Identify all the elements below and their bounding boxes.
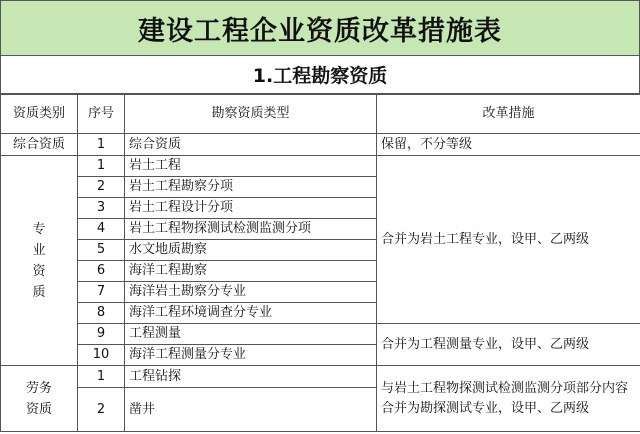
type-cell: 海洋工程环境调查分专业: [125, 303, 377, 324]
type-cell: 凿井: [125, 388, 377, 432]
row-number: 7: [78, 282, 125, 303]
type-cell: 水文地质勘察: [125, 240, 377, 261]
category-char: 专: [32, 221, 46, 237]
category-cell: [1, 156, 78, 366]
table-row: [1, 324, 640, 345]
category-char: 资: [32, 263, 46, 279]
row-number: 10: [78, 345, 125, 366]
type-cell: 综合资质: [125, 134, 377, 156]
qualification-table: [0, 94, 640, 432]
table-row: [1, 366, 640, 388]
header-row: [1, 95, 640, 134]
header-reform: 改革措施: [377, 95, 640, 134]
type-cell: 岩土工程勘察分项: [125, 177, 377, 198]
row-number: 6: [78, 261, 125, 282]
type-cell: 海洋工程勘察: [125, 261, 377, 282]
row-number: 5: [78, 240, 125, 261]
reform-cell: 保留，不分等级: [377, 134, 640, 156]
row-number: 1: [78, 134, 125, 156]
type-cell: 工程测量: [125, 324, 377, 345]
row-number: 1: [78, 156, 125, 177]
type-cell: 海洋岩土勘察分专业: [125, 282, 377, 303]
type-cell: 岩土工程: [125, 156, 377, 177]
row-number: 1: [78, 366, 125, 388]
category-char: 质: [32, 284, 46, 300]
section-title: 1.工程勘察资质: [0, 56, 640, 94]
row-number: 9: [78, 324, 125, 345]
row-number: 2: [78, 388, 125, 432]
header-number: 序号: [78, 95, 125, 134]
reform-cell: 合并为工程测量专业，设甲、乙两级: [377, 324, 640, 366]
table-row: [1, 134, 640, 156]
type-cell: 岩土工程物探测试检测监测分项: [125, 219, 377, 240]
header-type: 勘察资质类型: [125, 95, 377, 134]
type-cell: 海洋工程测量分专业: [125, 345, 377, 366]
table-row: [1, 156, 640, 177]
reform-cell: 合并为岩土工程专业，设甲、乙两级: [377, 156, 640, 324]
page-title: 建设工程企业资质改革措施表: [0, 0, 640, 56]
category-cell: 综合资质: [1, 134, 78, 156]
type-cell: 岩土工程设计分项: [125, 198, 377, 219]
category-char: 劳务: [25, 380, 52, 396]
type-cell: 工程钻探: [125, 366, 377, 388]
row-number: 2: [78, 177, 125, 198]
row-number: 8: [78, 303, 125, 324]
header-category: 资质类别: [1, 95, 78, 134]
category-char: 业: [32, 242, 46, 258]
row-number: 4: [78, 219, 125, 240]
category-char: 资质: [25, 401, 52, 417]
row-number: 3: [78, 198, 125, 219]
category-cell: [1, 366, 78, 432]
reform-cell: 与岩土工程物探测试检测监测分项部分内容合并为勘探测试专业，设甲、乙两级: [377, 366, 640, 432]
